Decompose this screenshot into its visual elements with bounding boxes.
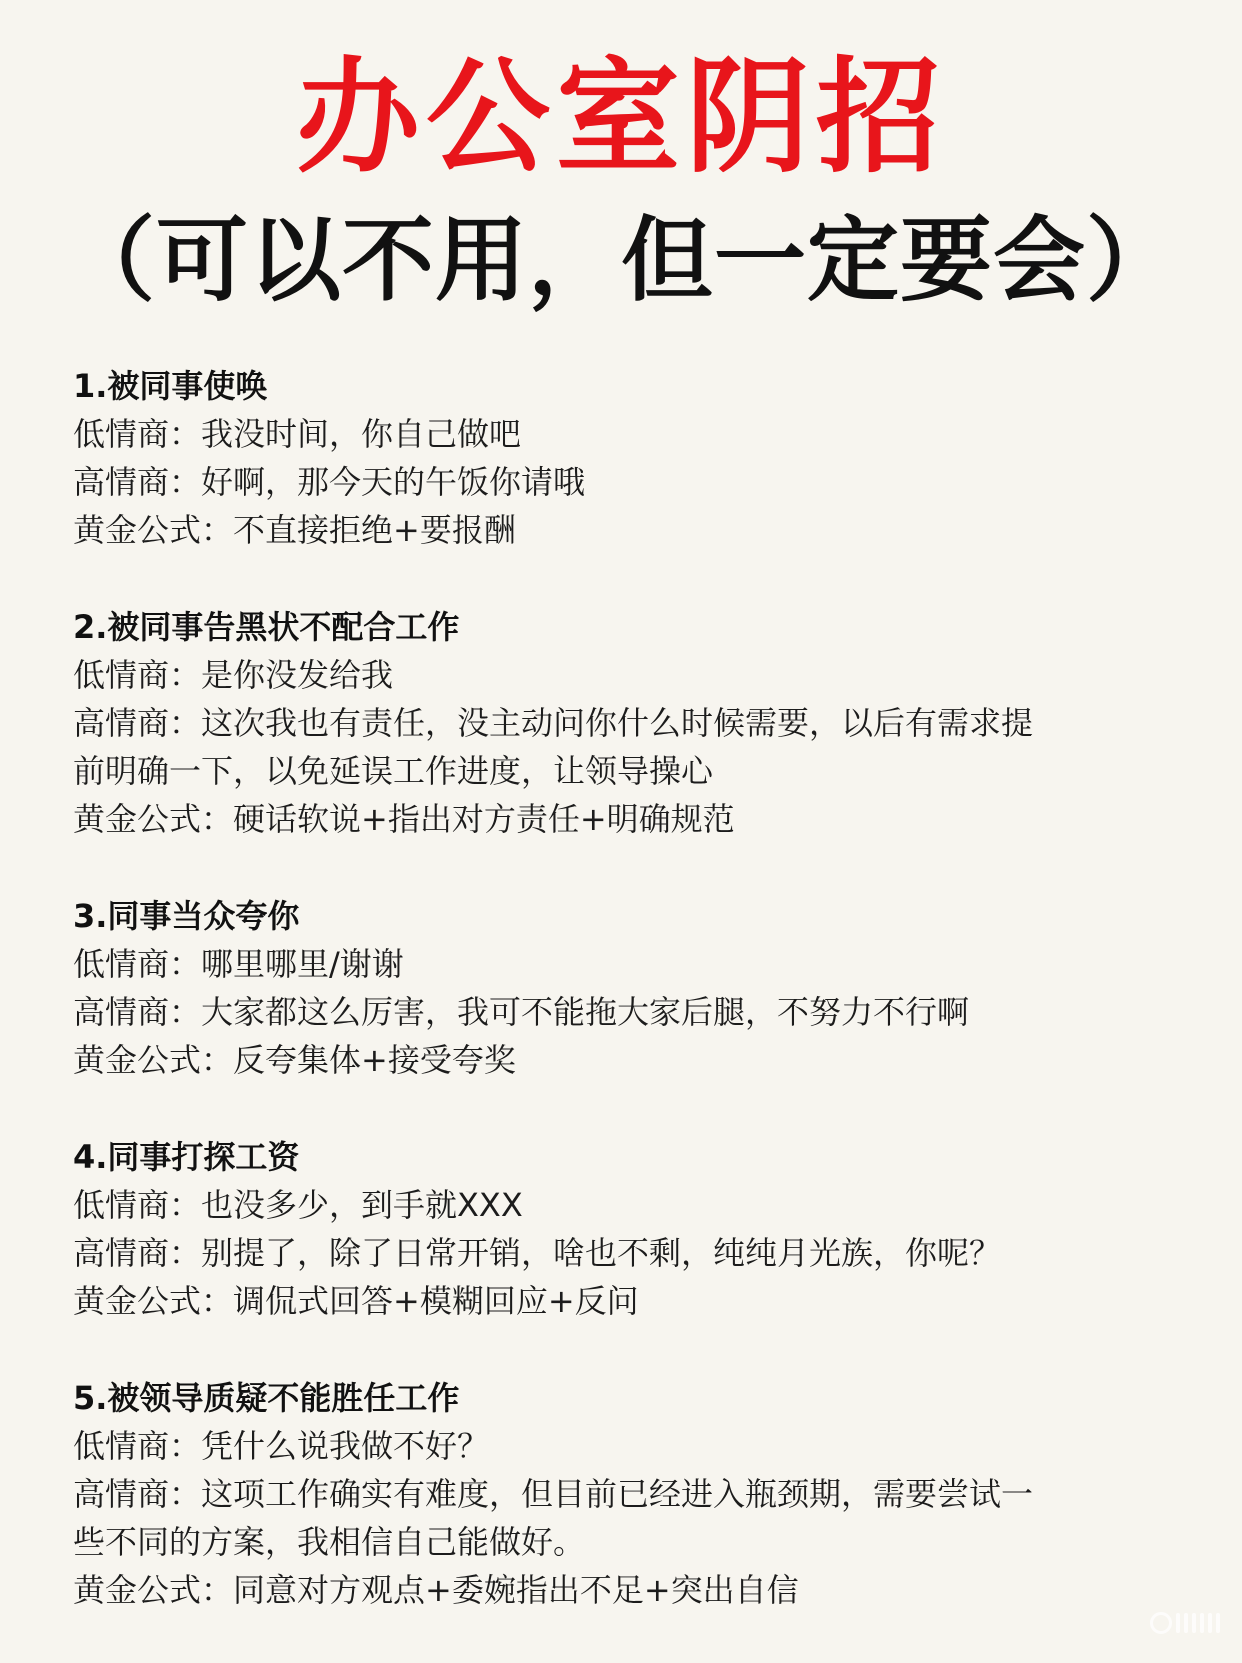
page-title: 办公室阴招: [295, 46, 946, 190]
section-1: [73, 362, 1183, 554]
watermark-logo-icon: [1150, 1612, 1220, 1634]
section-title: 3.同事当众夸你: [73, 897, 300, 935]
section-title: 2.被同事告黑状不配合工作: [73, 608, 460, 646]
formula-line: 黄金公式：反夸集体+接受夸奖: [73, 1041, 516, 1079]
high-eq-line: 高情商：好啊，那今天的午饭你请哦: [73, 463, 586, 501]
high-eq-line: 高情商：别提了，除了日常开销，啥也不剩，纯纯月光族，你呢？: [73, 1234, 1002, 1272]
low-eq-line: 低情商：是你没发给我: [73, 656, 394, 694]
formula-line: 黄金公式：同意对方观点+委婉指出不足+突出自信: [73, 1571, 799, 1609]
high-eq-line: 高情商：这项工作确实有难度，但目前已经进入瓶颈期，需要尝试一: [73, 1475, 1034, 1513]
formula-line: 黄金公式：不直接拒绝+要报酬: [73, 511, 516, 549]
section-5: [73, 1374, 1183, 1614]
section-title: 4.同事打探工资: [73, 1138, 300, 1176]
low-eq-line: 低情商：凭什么说我做不好？: [73, 1427, 490, 1465]
section-3: [73, 892, 1183, 1084]
section-4: [73, 1133, 1183, 1325]
formula-line: 黄金公式：调侃式回答+模糊回应+反问: [73, 1282, 639, 1320]
section-title: 5.被领导质疑不能胜任工作: [73, 1379, 460, 1417]
article-body: [73, 362, 1183, 1663]
section-2: [73, 603, 1183, 843]
low-eq-line: 低情商：我没时间，你自己做吧: [73, 415, 522, 453]
high-eq-line-cont: 前明确一下，以免延误工作进度，让领导操心: [73, 752, 714, 790]
page-subtitle: （可以不用，但一定要会）: [62, 207, 1179, 314]
high-eq-line-cont: 些不同的方案，我相信自己能做好。: [73, 1523, 586, 1561]
section-title: 1.被同事使唤: [73, 367, 268, 405]
high-eq-line: 高情商：大家都这么厉害，我可不能拖大家后腿，不努力不行啊: [73, 993, 970, 1031]
formula-line: 黄金公式：硬话软说+指出对方责任+明确规范: [73, 800, 735, 838]
low-eq-line: 低情商：哪里哪里/谢谢: [73, 945, 404, 983]
high-eq-line: 高情商：这次我也有责任，没主动问你什么时候需要，以后有需求提: [73, 704, 1034, 742]
low-eq-line: 低情商：也没多少，到手就XXX: [73, 1186, 523, 1224]
